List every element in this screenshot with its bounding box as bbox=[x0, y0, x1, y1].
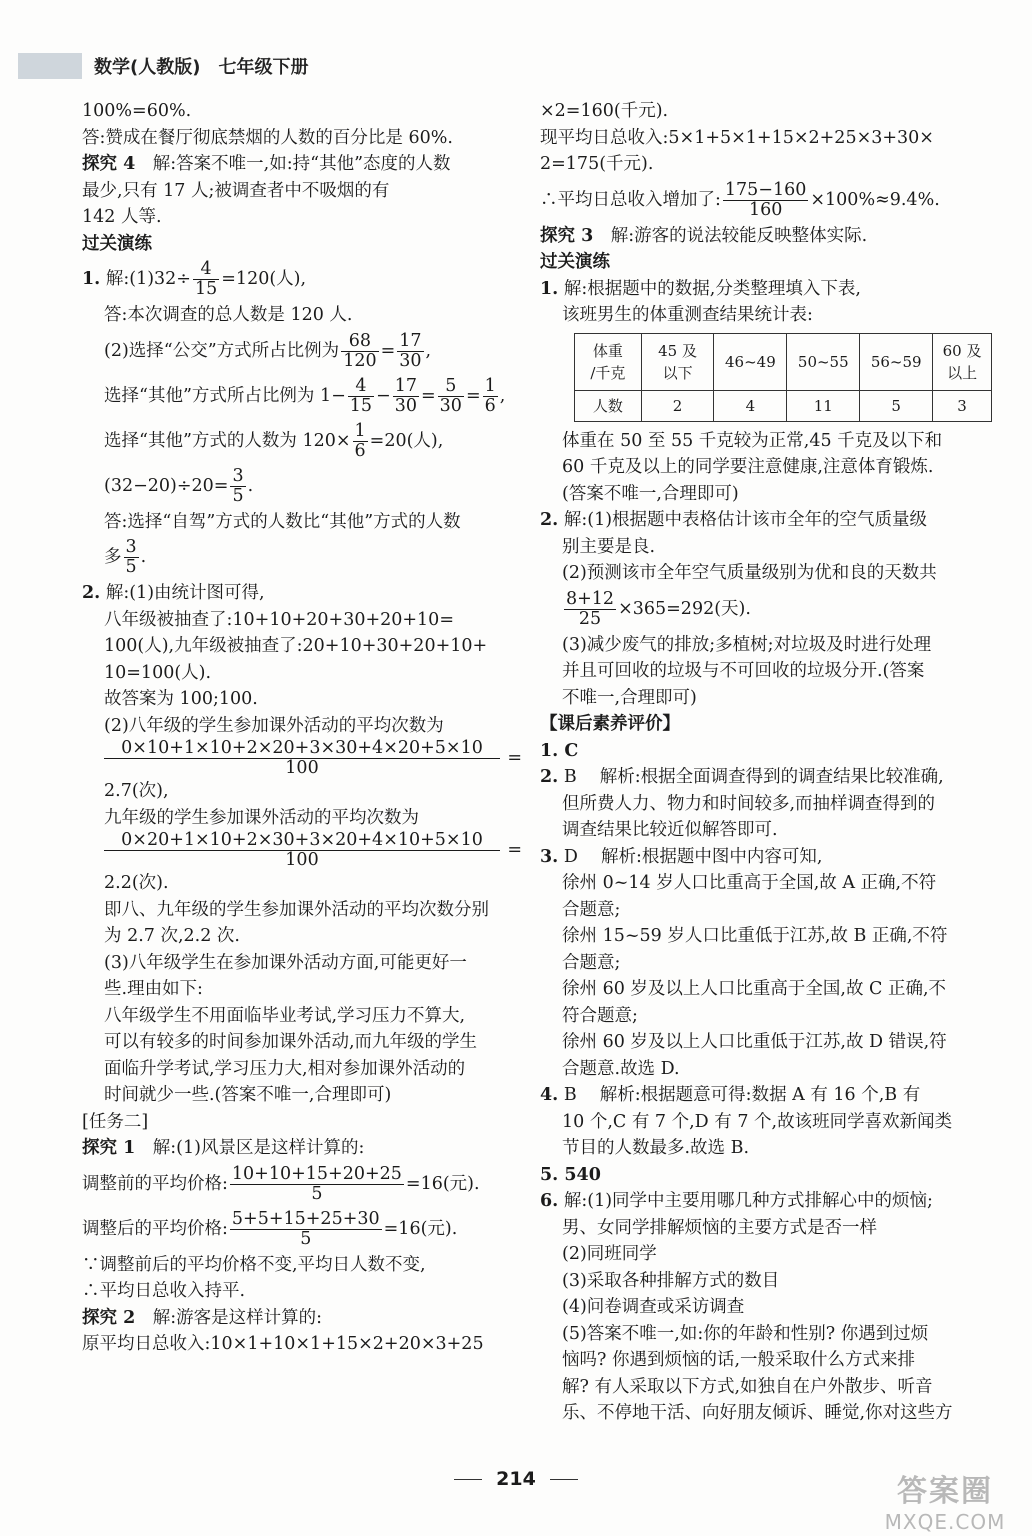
text-span: =20(人), bbox=[369, 430, 444, 451]
section-heading: 过关演练 bbox=[540, 252, 610, 272]
text-span: B 解析:根据题意可得:数据 A 有 16 个,B 有 bbox=[563, 1085, 921, 1105]
text-line: 徐州 60 岁及以上人口比重低于江苏,故 D 错误,符 bbox=[562, 1032, 947, 1052]
text-span: . bbox=[140, 547, 147, 567]
math-line bbox=[82, 329, 522, 374]
long-fraction bbox=[82, 831, 522, 870]
text-span: ×100%≈9.4%. bbox=[810, 189, 940, 210]
task-heading: [任务二] bbox=[82, 1111, 149, 1132]
divider bbox=[454, 1479, 482, 1480]
denominator: 30 bbox=[394, 395, 417, 416]
equals-sign: = bbox=[507, 748, 522, 769]
denominator: 15 bbox=[194, 279, 218, 299]
numerator: 17 bbox=[394, 375, 417, 396]
denominator: 6 bbox=[354, 440, 366, 461]
text-line: 徐州 15~59 岁人口比重低于江苏,故 B 正确,不符 bbox=[562, 926, 948, 946]
answer-line bbox=[540, 1188, 992, 1215]
fraction bbox=[393, 377, 419, 416]
problem-number: 1. bbox=[540, 278, 559, 299]
text-line bbox=[540, 507, 992, 534]
text-span: ∴平均日总收入增加了: bbox=[540, 189, 721, 210]
text-line: 解? 有人采取以下方式,如独自在户外散步、听音 bbox=[562, 1376, 933, 1397]
text-line: 2=175(千元). bbox=[540, 154, 654, 174]
text-line: ∵调整前后的平均价格不变,平均日人数不变, bbox=[82, 1254, 426, 1275]
heading-explore-1: 探究 1 bbox=[82, 1138, 136, 1158]
text-line: 体重在 50 至 55 千克较为正常,45 千克及以下和 bbox=[562, 430, 943, 451]
denominator: 5 bbox=[311, 1183, 323, 1204]
math-line bbox=[82, 257, 522, 302]
text-span: = bbox=[380, 340, 396, 361]
text-line: (3)八年级学生在参加课外活动方面,可能更好一 bbox=[104, 952, 467, 973]
text-line: (答案不唯一,合理即可) bbox=[562, 483, 739, 504]
denominator: 5 bbox=[125, 557, 137, 577]
text-line: 2.2(次). bbox=[104, 873, 169, 893]
math-line bbox=[540, 587, 992, 632]
table-cell: 11 bbox=[787, 390, 860, 421]
denominator: 30 bbox=[439, 395, 462, 416]
table-cell: 46~49 bbox=[714, 333, 787, 390]
right-column bbox=[540, 98, 992, 1427]
equals-sign: = bbox=[507, 840, 522, 861]
text-span: , bbox=[425, 340, 432, 361]
text-line: (4)问卷调查或采访调查 bbox=[562, 1297, 745, 1317]
text-line: 男、女同学排解烦恼的主要方式是否一样 bbox=[562, 1217, 877, 1238]
problem-number: 2. bbox=[540, 767, 559, 787]
text-span: ×365=292(天). bbox=[618, 598, 751, 619]
table-cell: 3 bbox=[933, 390, 992, 421]
numerator: 10+10+15+20+25 bbox=[231, 1163, 402, 1184]
text-span: =120(人), bbox=[221, 269, 307, 289]
numerator: 3 bbox=[232, 465, 244, 486]
math-line bbox=[82, 1162, 522, 1207]
table-cell: 2 bbox=[641, 390, 714, 421]
fraction bbox=[230, 1165, 404, 1204]
text-line: 合题意; bbox=[562, 952, 621, 973]
denominator: 100 bbox=[285, 758, 319, 778]
text-span: = bbox=[421, 385, 436, 406]
numerator: 5+5+15+25+30 bbox=[231, 1208, 380, 1229]
text-span: 解:(1)根据题中表格估计该市全年的空气质量级 bbox=[563, 510, 928, 530]
text-line: (3)减少废气的排放;多植树;对垃圾及时进行处理 bbox=[562, 634, 932, 655]
answer-line bbox=[540, 1082, 992, 1109]
text-line: (2)八年级的学生参加课外活动的平均次数为 bbox=[104, 715, 444, 736]
numerator: 0×10+1×10+2×20+3×30+4×20+5×10 bbox=[104, 739, 500, 759]
answer-line bbox=[540, 844, 992, 871]
table-cell: 60 及 以上 bbox=[933, 333, 992, 390]
text-line: 徐州 60 岁及以上人口比重高于全国,故 C 正确,不 bbox=[562, 979, 947, 999]
divider bbox=[550, 1479, 578, 1480]
numerator: 5 bbox=[438, 377, 464, 397]
denominator: 15 bbox=[349, 395, 373, 416]
math-line bbox=[82, 1207, 522, 1252]
fraction bbox=[104, 831, 500, 870]
numerator: 68 bbox=[341, 332, 378, 352]
section-heading: 【课后素养评价】 bbox=[540, 714, 680, 734]
page-header bbox=[18, 52, 308, 80]
text-line bbox=[82, 580, 522, 607]
text-line: 面临升学考试,学习压力大,相对参加课外活动的 bbox=[104, 1058, 466, 1079]
text-span: 调整前的平均价格: bbox=[82, 1173, 228, 1194]
fraction bbox=[397, 332, 423, 371]
numerator: 1 bbox=[484, 375, 496, 396]
text-line: 并且可回收的垃圾与不可回收的垃圾分开.(答案 bbox=[562, 661, 925, 681]
text-line bbox=[82, 1135, 522, 1162]
text-line: 为 2.7 次,2.2 次. bbox=[104, 926, 240, 946]
fraction bbox=[193, 260, 219, 299]
fraction bbox=[564, 590, 616, 629]
denominator: 100 bbox=[285, 850, 319, 870]
fraction bbox=[104, 739, 500, 778]
text-line: (2)预测该市全年空气质量级别为优和良的天数共 bbox=[562, 563, 937, 583]
text-line: 答:赞成在餐厅彻底禁烟的人数的百分比是 60%. bbox=[82, 127, 453, 148]
problem-number: 2. bbox=[82, 583, 101, 603]
text-span: 解:(1)同学中主要用哪几种方式排解心中的烦恼; bbox=[563, 1191, 933, 1211]
section-heading: 过关演练 bbox=[82, 233, 152, 254]
text-line: ×2=160(千元). bbox=[540, 101, 669, 121]
math-line bbox=[82, 464, 522, 509]
numerator: 4 bbox=[193, 260, 219, 280]
text-span: =16(元). bbox=[405, 1173, 480, 1194]
text-line: 100(人),九年级被抽查了:20+10+30+20+10+ bbox=[104, 636, 488, 656]
math-line bbox=[82, 535, 522, 580]
text-line: 符合题意; bbox=[562, 1005, 638, 1026]
text-line: 60 千克及以上的同学要注意健康,注意体育锻炼. bbox=[562, 457, 934, 477]
problem-number: 2. bbox=[540, 510, 559, 530]
text-line: 但所费人力、物力和时间较多,而抽样调查得到的 bbox=[562, 793, 936, 814]
text-line: 合题意; bbox=[562, 899, 621, 920]
fraction bbox=[124, 538, 139, 577]
fraction bbox=[230, 1210, 382, 1249]
fraction bbox=[723, 181, 808, 220]
answer-line: 5. 540 bbox=[540, 1164, 601, 1185]
numerator: 0×20+1×10+2×30+3×20+4×10+5×10 bbox=[104, 831, 500, 851]
long-fraction bbox=[82, 739, 522, 778]
text-line: 10 个,C 有 7 个,D 有 7 个,故该班同学喜欢新闻类 bbox=[562, 1111, 953, 1132]
text-span: =16(元). bbox=[383, 1218, 458, 1239]
numerator: 175−160 bbox=[724, 179, 807, 200]
fraction bbox=[353, 422, 368, 461]
problem-number: 3. bbox=[540, 846, 559, 867]
text-line bbox=[540, 223, 992, 250]
fraction bbox=[348, 377, 374, 416]
denominator: 25 bbox=[578, 608, 602, 629]
text-line: 最少,只有 17 人;被调查者中不吸烟的有 bbox=[82, 180, 390, 201]
text-line: 答:本次调查的总人数是 120 人. bbox=[104, 305, 353, 325]
text-line: (5)答案不唯一,如:你的年龄和性别? 你遇到过烦 bbox=[562, 1323, 929, 1344]
text-span: = bbox=[465, 385, 481, 406]
page-number-text: 214 bbox=[496, 1468, 536, 1490]
watermark-logo: 答案圈 MXQE.COM bbox=[884, 1474, 1006, 1534]
table-cell: 50~55 bbox=[787, 333, 860, 390]
text-line: 可以有较多的时间参加课外活动,而九年级的学生 bbox=[104, 1032, 478, 1052]
numerator: 1 bbox=[354, 420, 366, 441]
denominator: 160 bbox=[748, 199, 783, 220]
math-line bbox=[540, 178, 992, 223]
text-span: 解:游客的说法较能反映整体实际. bbox=[610, 225, 868, 246]
text-span: 多 bbox=[104, 547, 122, 567]
text-span: D 解析:根据题中图中内容可知, bbox=[563, 846, 823, 867]
text-line: (3)采取各种排解方式的数目 bbox=[562, 1270, 780, 1291]
problem-number: 6. bbox=[540, 1191, 559, 1211]
table-cell: 体重 /千克 bbox=[575, 333, 642, 390]
text-span: 选择“其他”方式所占比例为 1− bbox=[104, 385, 346, 406]
text-line: 别主要是良. bbox=[562, 536, 656, 557]
text-line: 恼吗? 你遇到烦恼的话,一般采取什么方式来排 bbox=[562, 1350, 916, 1370]
text-line: 徐州 0~14 岁人口比重高于全国,故 A 正确,不符 bbox=[562, 873, 937, 893]
table-row bbox=[575, 390, 992, 421]
text-line: (2)同班同学 bbox=[562, 1244, 657, 1264]
table-cell: 5 bbox=[860, 390, 933, 421]
text-line: 答:选择“自驾”方式的人数比“其他”方式的人数 bbox=[104, 511, 461, 532]
denominator: 5 bbox=[232, 485, 244, 506]
text-span: . bbox=[247, 475, 254, 496]
text-line: 原平均日总收入:10×1+10×1+15×2+20×3+25 bbox=[82, 1334, 484, 1354]
table-cell: 56~59 bbox=[860, 333, 933, 390]
text-line: 100%=60%. bbox=[82, 101, 192, 121]
denominator: 5 bbox=[300, 1228, 312, 1249]
heading-explore-3: 探究 3 bbox=[540, 225, 594, 246]
table-cell: 4 bbox=[714, 390, 787, 421]
header-title: 数学(人教版) 七年级下册 bbox=[94, 57, 309, 78]
text-line bbox=[82, 151, 522, 178]
text-line: 些.理由如下: bbox=[104, 979, 203, 999]
text-span: (2)选择“公交”方式所占比例为 bbox=[104, 340, 340, 361]
text-span: 选择“其他”方式的人数为 120× bbox=[104, 430, 351, 451]
left-column bbox=[82, 98, 522, 1358]
text-line bbox=[540, 276, 992, 303]
text-span: 解:(1)由统计图可得, bbox=[105, 583, 265, 603]
text-line: 142 人等. bbox=[82, 207, 162, 227]
numerator: 3 bbox=[125, 537, 137, 557]
numerator: 4 bbox=[348, 377, 374, 397]
text-line: 现平均日总收入:5×1+5×1+15×2+25×3+30× bbox=[540, 127, 934, 148]
denominator: 30 bbox=[399, 350, 422, 371]
text-span: (32−20)÷20= bbox=[104, 475, 229, 496]
numerator: 17 bbox=[399, 330, 422, 351]
weight-table bbox=[574, 333, 992, 422]
fraction bbox=[483, 377, 498, 416]
text-line: 10=100(人). bbox=[104, 662, 212, 683]
text-line: 该班男生的体重测查结果统计表: bbox=[562, 305, 813, 325]
text-span: B 解析:根据全面调查得到的调查结果比较准确, bbox=[563, 767, 944, 787]
text-span: 解:游客是这样计算的: bbox=[152, 1307, 323, 1328]
text-line: 2.7(次), bbox=[104, 781, 169, 801]
text-line: 即八、九年级的学生参加课外活动的平均次数分别 bbox=[104, 899, 489, 920]
text-span: 调整后的平均价格: bbox=[82, 1218, 228, 1239]
fraction bbox=[341, 332, 378, 371]
text-span: 解:根据题中的数据,分类整理填入下表, bbox=[563, 278, 861, 299]
table-header-row bbox=[575, 333, 992, 390]
heading-explore-4: 探究 4 bbox=[82, 154, 136, 174]
text-line: 时间就少一些.(答案不唯一,合理即可) bbox=[104, 1085, 392, 1105]
answer-line bbox=[540, 764, 992, 791]
text-span: 解:答案不唯一,如:持“其他”态度的人数 bbox=[152, 154, 451, 174]
text-line: 故答案为 100;100. bbox=[104, 689, 258, 709]
problem-number: 4. bbox=[540, 1085, 559, 1105]
text-line: 合题意.故选 D. bbox=[562, 1058, 680, 1079]
text-line: 不唯一,合理即可) bbox=[562, 687, 697, 708]
text-line: 八年级学生不用面临毕业考试,学习压力不算大, bbox=[104, 1005, 466, 1026]
text-line: ∴平均日总收入持平. bbox=[82, 1281, 246, 1301]
text-span: , bbox=[499, 385, 506, 406]
text-span: 解:(1)风景区是这样计算的: bbox=[152, 1138, 365, 1158]
fraction bbox=[230, 467, 245, 506]
denominator: 6 bbox=[484, 395, 496, 416]
numerator: 8+12 bbox=[566, 588, 615, 609]
text-span: 解:(1)32÷ bbox=[105, 269, 191, 289]
table-cell: 人数 bbox=[575, 390, 642, 421]
header-color-bar bbox=[18, 53, 82, 79]
text-line: 九年级的学生参加课外活动的平均次数为 bbox=[104, 807, 419, 828]
text-line: 八年级被抽查了:10+10+20+30+20+10= bbox=[104, 609, 454, 630]
text-line bbox=[82, 1305, 522, 1332]
heading-explore-2: 探究 2 bbox=[82, 1307, 136, 1328]
text-line: 调查结果比较近似解答即可. bbox=[562, 820, 778, 840]
text-span: − bbox=[376, 385, 391, 406]
text-line: 节目的人数最多.故选 B. bbox=[562, 1138, 750, 1158]
math-line bbox=[82, 419, 522, 464]
table-cell: 45 及 以下 bbox=[641, 333, 714, 390]
fraction bbox=[438, 377, 464, 416]
answer-line: 1. C bbox=[540, 740, 579, 761]
text-line: 乐、不停地干活、向好朋友倾诉、睡觉,你对这些方 bbox=[562, 1403, 953, 1423]
problem-number: 1. bbox=[82, 269, 101, 289]
denominator: 120 bbox=[343, 350, 377, 371]
math-line bbox=[82, 374, 522, 419]
